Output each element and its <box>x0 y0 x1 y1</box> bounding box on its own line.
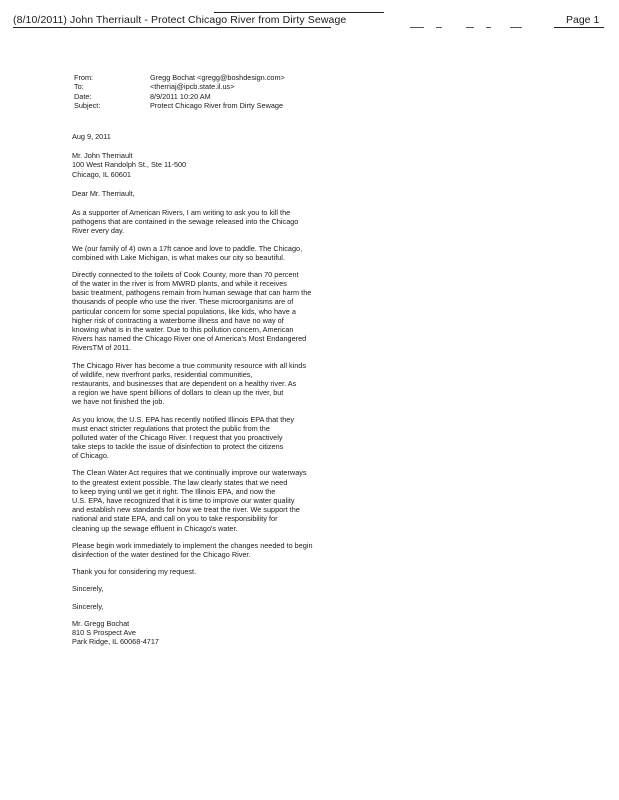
paragraph-line: The Clean Water Act requires that we continually improve our waterways <box>72 468 307 478</box>
to-label: To: <box>74 82 84 92</box>
letter-date: Aug 9, 2011 <box>72 132 111 141</box>
subject-row <box>74 101 285 110</box>
paragraph-line: particular concern for some special populations, like kids, who have a <box>72 306 296 316</box>
from-row <box>74 73 285 82</box>
recipient-address <box>72 151 372 179</box>
signature-line: 810 S Prospect Ave <box>72 627 136 637</box>
paragraph-line: basic treatment, pathogens remain from human sewage that can harm the <box>72 288 312 298</box>
address-line: Chicago, IL 60601 <box>72 169 131 179</box>
paragraph-line: to the greatest extent possible. The law clearly states that we need <box>72 477 288 487</box>
date-value: 8/9/2011 10:20 AM <box>150 91 211 101</box>
paragraph-line: restaurants, and businesses that are dependent on a healthy river. As <box>72 378 297 388</box>
signature-block <box>72 619 372 647</box>
paragraph-line: The Chicago River has become a true community resource with all kinds <box>72 360 307 370</box>
paragraph-line: Thank you for considering my request. <box>72 567 197 577</box>
paragraph-line: of the water in the river is from MWRD plants, and while it receives <box>72 279 287 289</box>
paragraph-line: Please begin work immediately to implement the changes needed to begin <box>72 540 313 550</box>
paragraph-line: thousands of people who use the river. These microorganisms are of <box>72 297 294 307</box>
closing: Sincerely, <box>72 601 104 611</box>
address-line: Mr. John Therriault <box>72 151 133 161</box>
salutation: Dear Mr. Therriault, <box>72 188 135 198</box>
paragraph-line: We (our family of 4) own a 17ft canoe and love to paddle. The Chicago, <box>72 243 303 253</box>
paragraph-line: take steps to tackle the issue of disinfection to protect the citizens <box>72 442 284 452</box>
from-label: From: <box>74 73 94 82</box>
paragraph-line: knowing what is in the water. Due to this pollution concern, American <box>72 325 294 334</box>
paragraph-line: Directly connected to the toilets of Cook County, more than 70 percent <box>72 269 299 279</box>
paragraph <box>72 567 372 576</box>
paragraph-line: As you know, the U.S. EPA has recently notified Illinois EPA that they <box>72 414 294 424</box>
header-dash <box>486 27 491 28</box>
paragraph-line: and establish new standards for how we treat the river. We support the <box>72 505 300 515</box>
page-number-underline <box>554 27 604 28</box>
paragraph-line: to keep trying until we get it right. The Illinois EPA, and now the <box>72 486 276 496</box>
header-underline <box>13 27 331 28</box>
paragraph-line: disinfection of the water destined for the Chicago River. <box>72 549 251 559</box>
paragraph <box>72 208 372 236</box>
paragraph <box>72 541 372 559</box>
header-dash <box>466 27 474 28</box>
paragraph <box>72 468 372 532</box>
subject-value: Protect Chicago River from Dirty Sewage <box>150 100 284 110</box>
paragraph-line: combined with Lake Michigan, is what makes our city so beautiful. <box>72 252 285 262</box>
paragraph-line: pathogens that are contained in the sewage released into the Chicago <box>72 217 299 227</box>
paragraph <box>72 270 372 353</box>
paragraph-line: must enact stricter regulations that protect the public from the <box>72 423 270 433</box>
page-number-label: Page 1 <box>566 14 600 26</box>
paragraph-line: RiversTM of 2011. <box>72 343 132 353</box>
email-header-fields <box>74 73 285 110</box>
header-dash <box>410 27 424 28</box>
paragraph <box>72 415 372 461</box>
closing: Sincerely, <box>72 584 104 594</box>
date-row <box>74 92 285 101</box>
letter-body <box>72 132 372 646</box>
paragraph-line: U.S. EPA, have recognized that it is time to improve our water quality <box>72 496 295 505</box>
paragraph-line: of Chicago. <box>72 451 109 461</box>
address-line: 100 West Randolph St., Ste 11-500 <box>72 160 187 170</box>
date-label: Date: <box>74 91 92 101</box>
signature-line: Mr. Gregg Bochat <box>72 618 130 628</box>
to-row <box>74 82 285 91</box>
paragraph <box>72 361 372 407</box>
paragraph-line: we have not finished the job. <box>72 397 165 407</box>
subject-label: Subject: <box>74 100 101 110</box>
paragraph-line: of wildlife, new riverfront parks, residential communities, <box>72 369 253 379</box>
paragraph-line: higher risk of contracting a waterborne illness and have no way of <box>72 315 284 325</box>
paragraph <box>72 244 372 262</box>
from-value: Gregg Bochat <gregg@boshdesign.com> <box>150 73 285 82</box>
document-header-title: (8/10/2011) John Therriault - Protect Chicago River from Dirty Sewage <box>13 14 347 26</box>
paragraph-line: Rivers has named the Chicago River one of America's Most Endangered <box>72 334 307 344</box>
to-value: <therriaj@ipcb.state.il.us> <box>150 82 235 92</box>
signature-line: Park Ridge, IL 60068-4717 <box>72 637 159 647</box>
paragraph-line: River every day. <box>72 226 125 236</box>
paragraph-line: a region we have spent billions of dollars to clean up the river, but <box>72 388 284 398</box>
paragraph-line: national and state EPA, and call on you to take responsibility for <box>72 514 278 524</box>
header-dash <box>436 27 442 28</box>
paragraph-line: polluted water of the Chicago River. I request that you proactively <box>72 432 283 442</box>
paragraph-line: cleaning up the sewage effluent in Chicago's water. <box>72 523 238 533</box>
header-top-rule <box>214 12 384 13</box>
paragraph-line: As a supporter of American Rivers, I am writing to ask you to kill the <box>72 207 291 217</box>
header-dash <box>510 27 522 28</box>
